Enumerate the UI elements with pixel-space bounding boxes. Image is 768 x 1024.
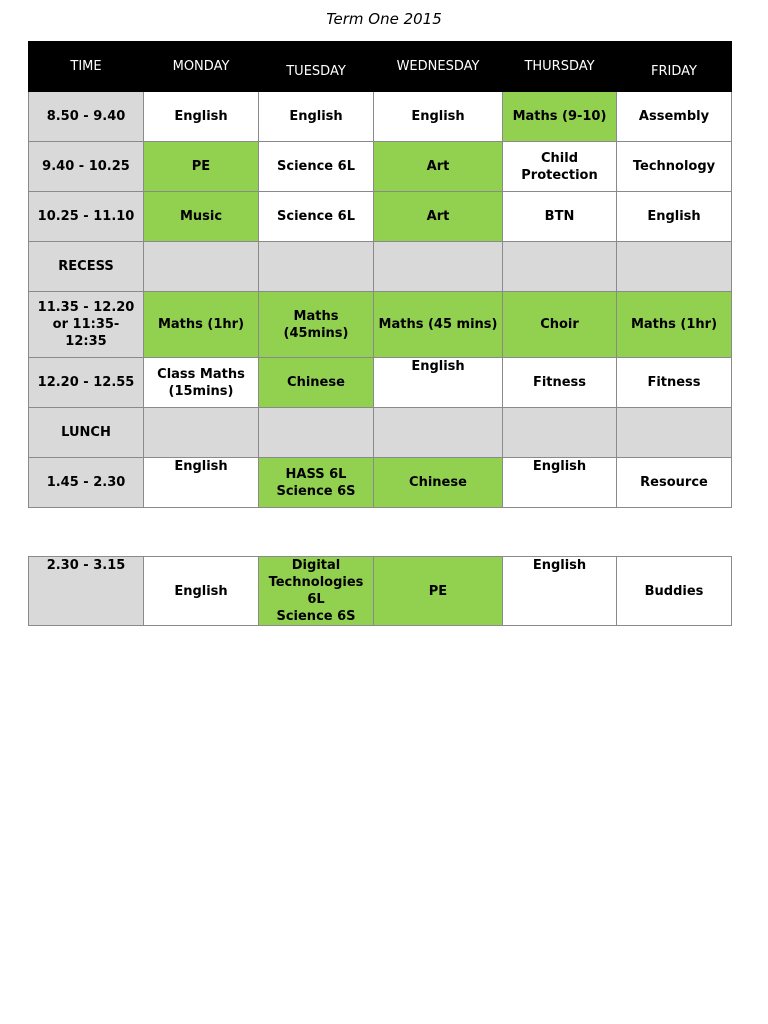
header-time: TIME xyxy=(29,42,144,92)
time-cell: 10.25 - 11.10 xyxy=(29,192,144,242)
lesson-cell: Maths (9-10) xyxy=(503,92,617,142)
lesson-cell xyxy=(144,242,259,292)
time-cell: LUNCH xyxy=(29,408,144,458)
lesson-cell: Science 6L xyxy=(259,142,374,192)
lesson-cell: Technology xyxy=(617,142,732,192)
header-wednesday: WEDNESDAY xyxy=(374,42,503,92)
table-row xyxy=(29,192,732,242)
lesson-cell: HASS 6L Science 6S xyxy=(259,458,374,508)
lesson-cell: English xyxy=(259,92,374,142)
lesson-cell xyxy=(617,242,732,292)
lesson-cell: English xyxy=(617,192,732,242)
header-monday: MONDAY xyxy=(144,42,259,92)
table-row xyxy=(29,242,732,292)
lesson-cell: English xyxy=(374,92,503,142)
lesson-cell: Choir xyxy=(503,292,617,358)
lesson-cell: Chinese xyxy=(374,458,503,508)
lesson-cell: Fitness xyxy=(617,358,732,408)
lesson-cell: Class Maths (15mins) xyxy=(144,358,259,408)
lesson-cell: BTN xyxy=(503,192,617,242)
lesson-cell: Maths (1hr) xyxy=(617,292,732,358)
lesson-cell xyxy=(617,408,732,458)
lesson-cell xyxy=(503,408,617,458)
lesson-cell xyxy=(259,242,374,292)
lesson-cell: Digital Technologies 6L Science 6S xyxy=(259,557,374,626)
header-friday: FRIDAY xyxy=(617,42,732,92)
table-row xyxy=(29,557,732,626)
header-tuesday: TUESDAY xyxy=(259,42,374,92)
lesson-cell: Maths (1hr) xyxy=(144,292,259,358)
lesson-cell: English xyxy=(503,458,617,508)
lesson-cell: PE xyxy=(374,557,503,626)
lesson-cell: Buddies xyxy=(617,557,732,626)
lesson-cell: Music xyxy=(144,192,259,242)
table-row xyxy=(29,358,732,408)
lesson-cell: English xyxy=(503,557,617,626)
lesson-cell xyxy=(374,242,503,292)
header-thursday: THURSDAY xyxy=(503,42,617,92)
time-cell: 8.50 - 9.40 xyxy=(29,92,144,142)
time-cell: 12.20 - 12.55 xyxy=(29,358,144,408)
lesson-cell: Maths (45 mins) xyxy=(374,292,503,358)
lesson-cell xyxy=(259,408,374,458)
document-title: Term One 2015 xyxy=(326,10,442,28)
lesson-cell: Resource xyxy=(617,458,732,508)
lesson-cell: Fitness xyxy=(503,358,617,408)
lesson-cell: Maths (45mins) xyxy=(259,292,374,358)
time-cell: 1.45 - 2.30 xyxy=(29,458,144,508)
lesson-cell: Chinese xyxy=(259,358,374,408)
table-row xyxy=(29,408,732,458)
time-cell: 9.40 - 10.25 xyxy=(29,142,144,192)
lesson-cell: Child Protection xyxy=(503,142,617,192)
lesson-cell: Art xyxy=(374,142,503,192)
header-row xyxy=(29,42,732,92)
lesson-cell: English xyxy=(374,358,503,408)
lesson-cell xyxy=(503,242,617,292)
lesson-cell: English xyxy=(144,458,259,508)
table-row xyxy=(29,292,732,358)
time-cell: 2.30 - 3.15 xyxy=(29,557,144,626)
table-row xyxy=(29,92,732,142)
lesson-cell: Assembly xyxy=(617,92,732,142)
time-cell: RECESS xyxy=(29,242,144,292)
table-row xyxy=(29,142,732,192)
table-row xyxy=(29,458,732,508)
timetable-afternoon xyxy=(28,556,732,626)
lesson-cell xyxy=(144,408,259,458)
timetable xyxy=(28,41,732,508)
lesson-cell xyxy=(374,408,503,458)
lesson-cell: Art xyxy=(374,192,503,242)
time-cell: 11.35 - 12.20 or 11:35- 12:35 xyxy=(29,292,144,358)
lesson-cell: English xyxy=(144,557,259,626)
lesson-cell: English xyxy=(144,92,259,142)
lesson-cell: PE xyxy=(144,142,259,192)
lesson-cell: Science 6L xyxy=(259,192,374,242)
